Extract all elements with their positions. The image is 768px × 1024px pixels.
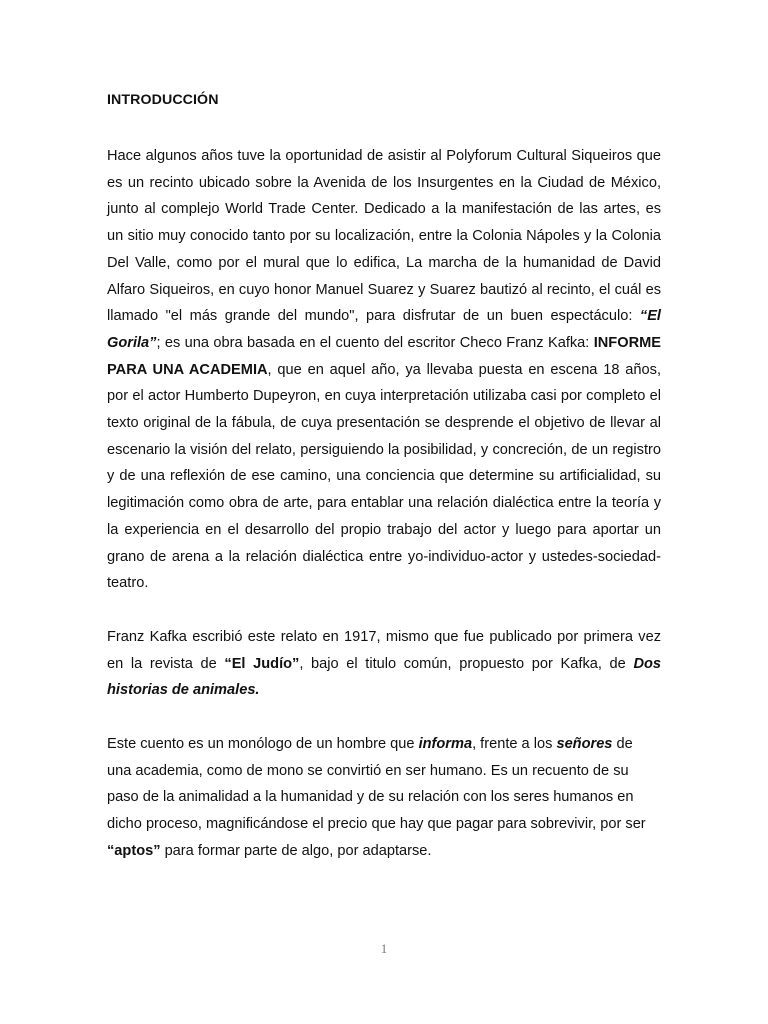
- emphasized-text: INFORME PARA UNA ACADEMIA: [107, 334, 661, 378]
- paragraph-text: Franz Kafka escribió este relato en 1917, mismo que fue publicado por primera vez en la revista de: [107, 628, 661, 672]
- paragraph-text: Este cuento es un monólogo de un hombre que: [107, 736, 419, 753]
- paragraph-text: , bajo el titulo común, propuesto por Kafka, de: [299, 655, 634, 672]
- emphasized-text: “aptos”: [107, 842, 161, 859]
- paragraph-text: , frente a los: [472, 736, 557, 753]
- paragraph-text: , que en aquel año, ya llevaba puesta en escena 18 años, por el actor Humberto Dupeyron, en cuya interpretación utilizaba casi por completo el texto original de la fábula, de cuya presentación se desprende el objetivo de llevar al escenario la visión del relato, persiguiendo la posibilidad, y concreción, de un registro y de una reflexión de ese camino, una conciencia que determine su artificialidad, su legitimación como obra de arte, para entablar una relación dialéctica entre la teoría y la experiencia en el desarrollo del propio trabajo del actor y luego para aportar un grano de arena a la relación dialéctica entre yo-individuo-actor y ustedes-sociedad-teatro.: [107, 361, 661, 592]
- document-body: [107, 90, 661, 892]
- paragraph-text: para formar parte de algo, por adaptarse.: [160, 842, 432, 859]
- paragraph: [107, 143, 661, 597]
- paragraph-list: [107, 143, 661, 865]
- emphasized-text: “El Judío”: [224, 655, 300, 672]
- emphasized-text: informa: [418, 736, 473, 753]
- paragraph: [107, 731, 661, 865]
- emphasized-text: señores: [556, 736, 613, 753]
- emphasized-text: “El Gorila”: [107, 308, 661, 351]
- paragraph-text: ; es una obra basada en el cuento del escritor Checo Franz Kafka:: [156, 334, 594, 351]
- emphasized-text: Dos historias de animales.: [107, 655, 662, 699]
- section-heading: INTRODUCCIÓN: [107, 92, 219, 108]
- paragraph-text: de una academia, como de mono se convirtió en ser humano. Es un recuento de su paso de la animalidad a la humanidad y de su relación con los seres humanos en dicho proceso, magnificándose el precio que hay que pagar para sobrevivir, por ser: [107, 736, 646, 833]
- paragraph-text: Hace algunos años tuve la oportunidad de asistir al Polyforum Cultural Siqueiros que es un recinto ubicado sobre la Avenida de los Insurgentes en la Ciudad de México, junto al complejo World Trade Center. Dedicado a la manifestación de las artes, es un sitio muy conocido tanto por su localización, entre la Colonia Nápoles y la Colonia Del Valle, como por el mural que lo edifica, La marcha de la humanidad de David Alfaro Siqueiros, en cuyo honor Manuel Suarez y Suarez bautizó al recinto, el cuál es llamado "el más grande del mundo", para disfrutar de un buen espectáculo:: [107, 148, 661, 325]
- page-number: 1: [380, 941, 388, 956]
- paragraph: [107, 624, 661, 704]
